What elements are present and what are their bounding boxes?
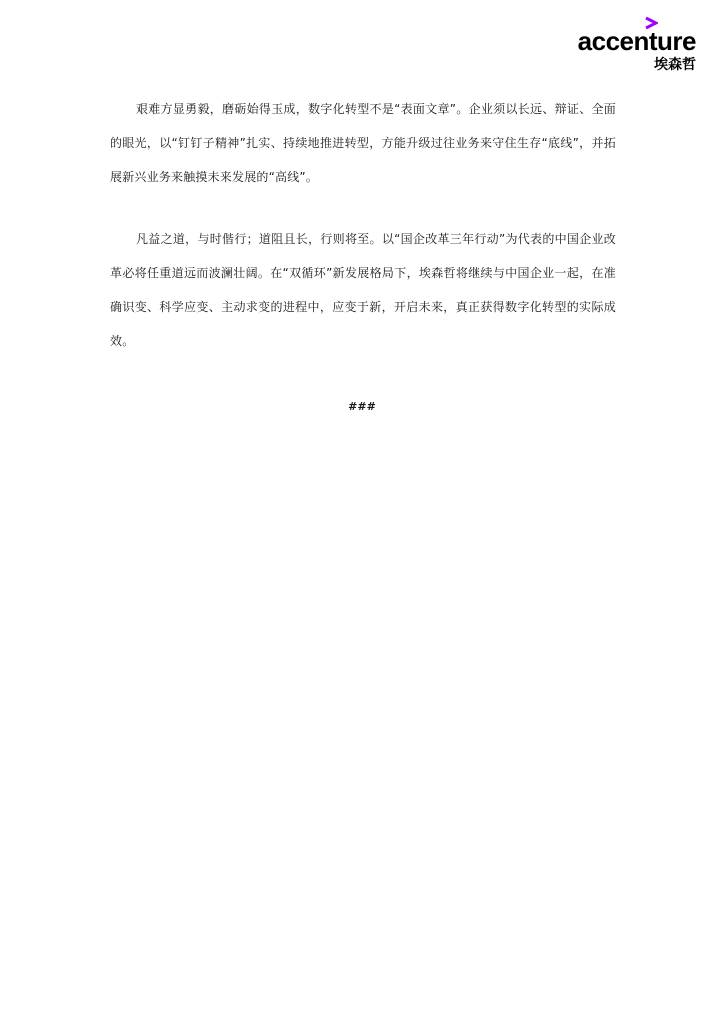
end-of-document-mark: ### <box>348 400 376 413</box>
accenture-chinese-name: 埃森哲 <box>654 57 696 73</box>
document-body <box>110 92 616 386</box>
paragraph-1: 艰难方显勇毅，磨砺始得玉成，数字化转型不是“表面文章”。企业须以长远、辩证、全面的眼光，以“钉钉子精神”扎实、持续地推进转型，方能升级过往业务来守住生存“底线”，并拓展新兴业务来触摸未来发展的“高线”。 <box>110 102 616 184</box>
accenture-logo <box>566 14 696 74</box>
accenture-wordmark: accenture <box>577 26 696 56</box>
paragraph-2: 凡益之道，与时偕行；道阻且长，行则将至。以“国企改革三年行动”为代表的中国企业改革必将任重道远而波澜壮阔。在“双循环”新发展格局下，埃森哲将继续与中国企业一起，在准确识变、科学应变、主动求变的进程中，应变于新，开启未来，真正获得数字化转型的实际成效。 <box>110 232 616 348</box>
